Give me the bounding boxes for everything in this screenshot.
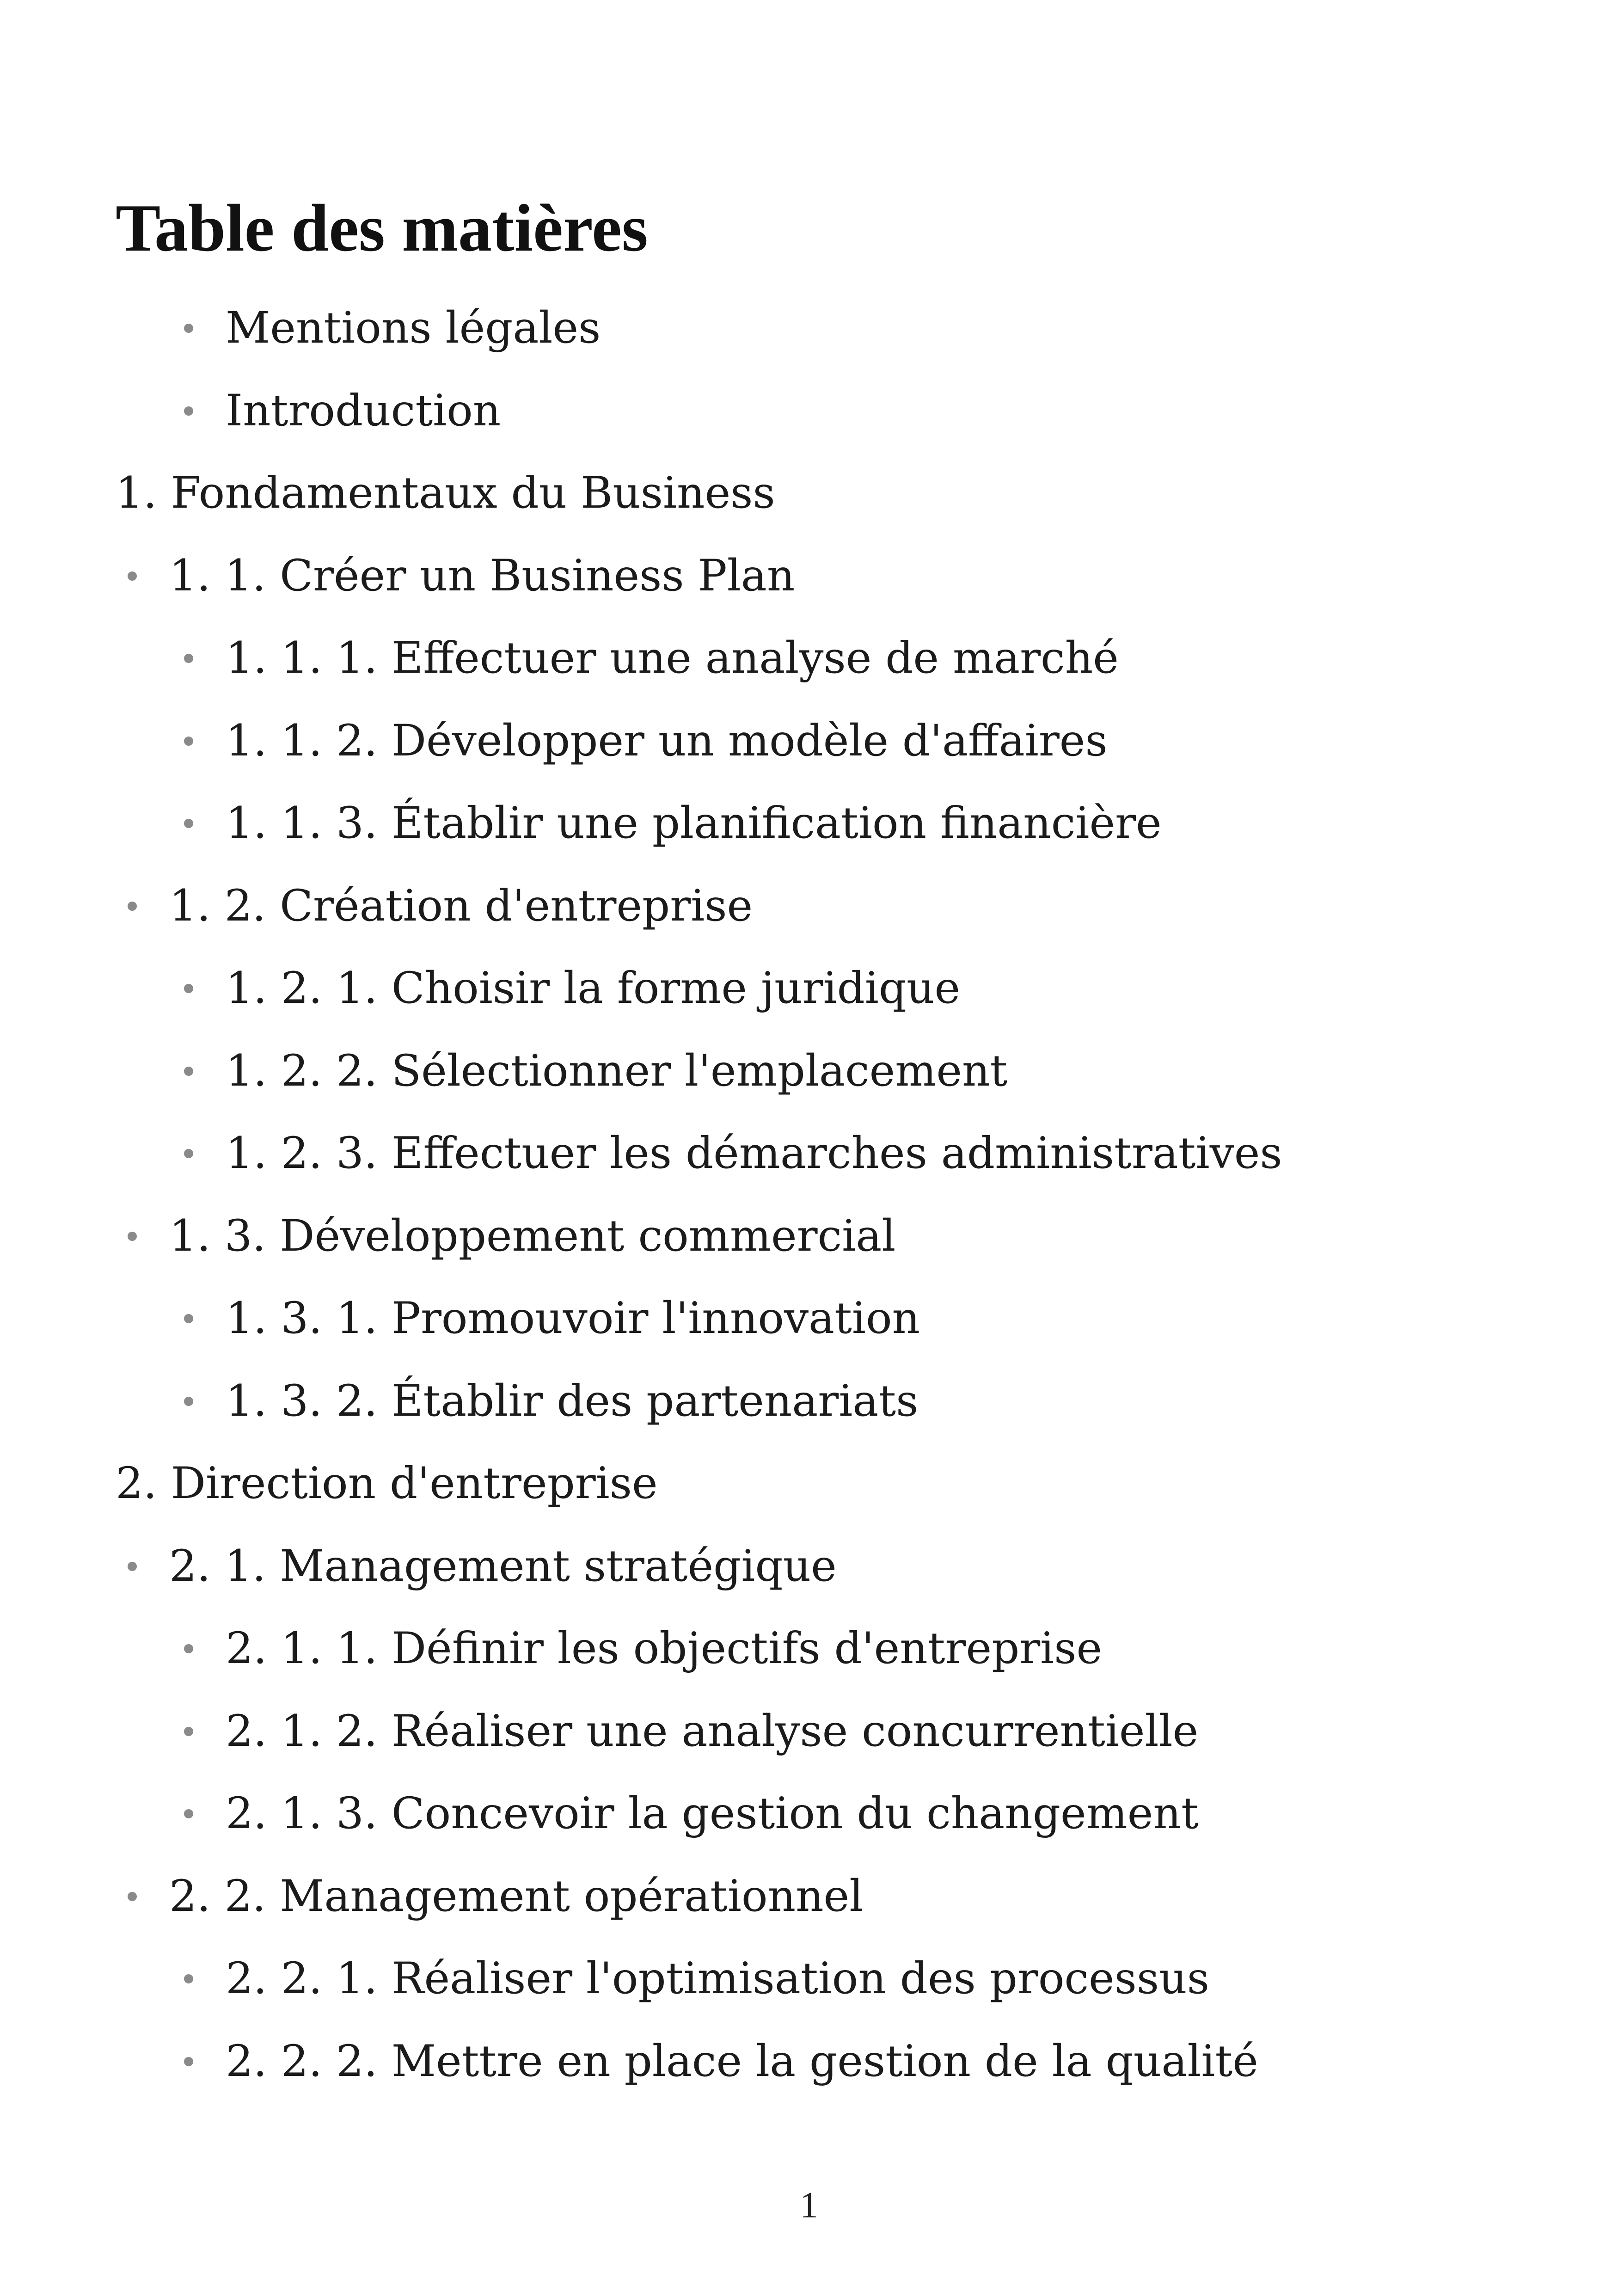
page-title: Table des matières bbox=[116, 190, 648, 265]
toc-entry[interactable] bbox=[184, 2034, 1258, 2089]
bullet-icon bbox=[184, 1727, 193, 1736]
bullet-icon bbox=[184, 819, 193, 828]
toc-entry[interactable] bbox=[184, 1044, 1007, 1099]
bullet-icon bbox=[184, 1149, 193, 1158]
bullet-icon bbox=[184, 1974, 193, 1983]
bullet-icon bbox=[184, 1067, 193, 1076]
page-number: 1 bbox=[800, 2185, 818, 2226]
bullet-icon bbox=[184, 1644, 193, 1653]
toc-entry[interactable] bbox=[184, 1291, 920, 1346]
bullet-icon bbox=[184, 406, 193, 416]
bullet-icon bbox=[128, 1562, 137, 1571]
toc-entry-label: 1. 1. Créer un Business Plan bbox=[169, 550, 795, 601]
toc-entry[interactable] bbox=[184, 1704, 1198, 1759]
toc-entry-label: 1. 3. Développement commercial bbox=[169, 1210, 896, 1261]
toc-entry[interactable] bbox=[184, 1126, 1282, 1181]
bullet-icon bbox=[184, 737, 193, 746]
toc-entry-label: 1. 3. 2. Établir des partenariats bbox=[226, 1375, 919, 1426]
toc-entry[interactable] bbox=[184, 1621, 1102, 1676]
toc-entry[interactable] bbox=[184, 1374, 918, 1429]
toc-entry[interactable] bbox=[184, 631, 1119, 686]
toc-entry-label: 1. 2. 1. Choisir la forme juridique bbox=[226, 963, 961, 1013]
toc-entry[interactable] bbox=[184, 1951, 1209, 2007]
bullet-icon bbox=[184, 1397, 193, 1406]
toc-entry[interactable] bbox=[128, 548, 795, 604]
bullet-icon bbox=[128, 1892, 137, 1901]
toc-entry[interactable] bbox=[184, 383, 501, 439]
toc-entry-label: Introduction bbox=[226, 385, 501, 436]
toc-entry-label: 1. 2. 3. Effectuer les démarches administratives bbox=[226, 1128, 1282, 1179]
bullet-icon bbox=[184, 1314, 193, 1323]
toc-entry[interactable] bbox=[184, 961, 960, 1016]
bullet-icon bbox=[184, 2057, 193, 2066]
bullet-icon bbox=[128, 571, 137, 581]
bullet-icon bbox=[184, 324, 193, 333]
toc-entry-label: 2. Direction d'entreprise bbox=[116, 1458, 658, 1509]
toc-entry[interactable] bbox=[184, 713, 1108, 769]
toc-entry-label: 1. 1. 2. Développer un modèle d'affaires bbox=[226, 715, 1108, 766]
bullet-icon bbox=[128, 902, 137, 911]
toc-entry-label: 2. 2. Management opérationnel bbox=[169, 1871, 864, 1922]
toc-entry-label: 1. 1. 1. Effectuer une analyse de marché bbox=[226, 633, 1119, 683]
toc-entry-label: 1. 3. 1. Promouvoir l'innovation bbox=[226, 1293, 920, 1344]
toc-entry-label: 1. Fondamentaux du Business bbox=[116, 468, 775, 518]
toc-entry[interactable] bbox=[184, 796, 1162, 851]
bullet-icon bbox=[184, 984, 193, 993]
toc-entry[interactable] bbox=[184, 301, 601, 356]
toc-entry[interactable] bbox=[184, 1786, 1199, 1842]
toc-entry-label: 2. 2. 1. Réaliser l'optimisation des processus bbox=[226, 1953, 1209, 2004]
toc-entry-label: 2. 1. 2. Réaliser une analyse concurrentielle bbox=[226, 1706, 1199, 1756]
toc-entry[interactable] bbox=[116, 1456, 658, 1511]
toc-entry[interactable] bbox=[128, 1539, 837, 1594]
bullet-icon bbox=[184, 1809, 193, 1818]
toc-entry-label: 2. 1. Management stratégique bbox=[169, 1541, 837, 1591]
toc-entry-label: 2. 1. 3. Concevoir la gestion du changement bbox=[226, 1788, 1199, 1839]
toc-entry-label: 1. 1. 3. Établir une planification financière bbox=[226, 798, 1162, 848]
toc-entry-label: 1. 2. Création d'entreprise bbox=[169, 880, 753, 931]
bullet-icon bbox=[128, 1232, 137, 1241]
toc-entry[interactable] bbox=[128, 878, 753, 934]
toc-entry-label: 2. 2. 2. Mettre en place la gestion de la qualité bbox=[226, 2036, 1258, 2087]
toc-entry[interactable] bbox=[128, 1209, 895, 1264]
bullet-icon bbox=[184, 654, 193, 663]
toc-entry-label: 2. 1. 1. Définir les objectifs d'entreprise bbox=[226, 1623, 1103, 1674]
toc-entry[interactable] bbox=[128, 1869, 863, 1924]
toc-entry[interactable] bbox=[116, 466, 775, 521]
toc-entry-label: Mentions légales bbox=[226, 303, 601, 353]
toc-entry-label: 1. 2. 2. Sélectionner l'emplacement bbox=[226, 1045, 1008, 1096]
